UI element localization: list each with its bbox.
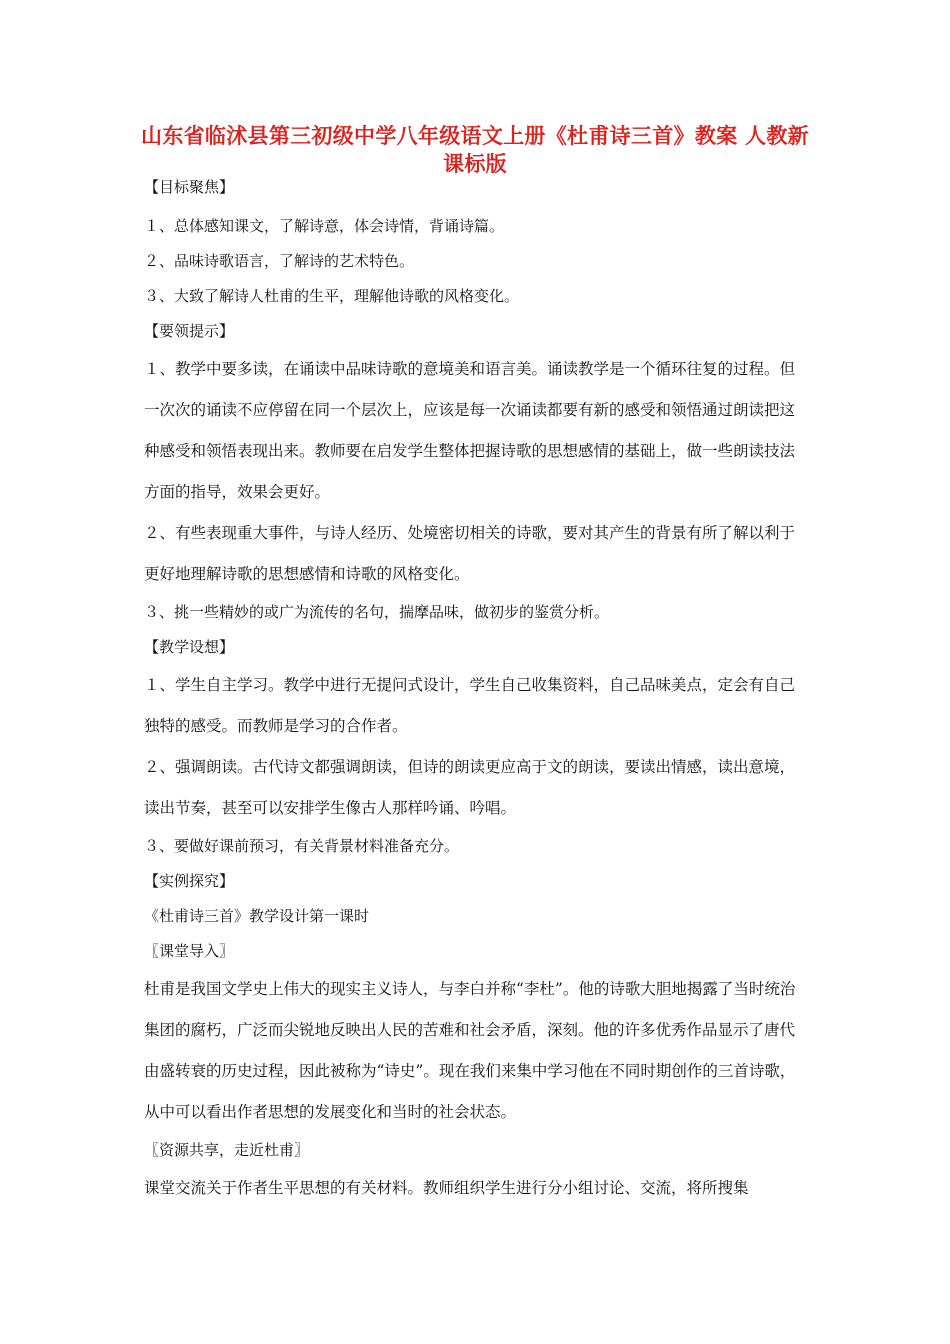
design-item: １、学生自主学习。教学中进行无提问式设计，学生自己收集资料，自己品味美点，定会有自己独特的感受。而教师是学习的合作者。	[144, 676, 796, 735]
design-item: ２、强调朗读。古代诗文都强调朗读，但诗的朗读更应高于文的朗读，要读出情感，读出意境，读出节奏，甚至可以安排学生像古人那样吟诵、吟唱。	[144, 758, 796, 817]
section-heading-tips: 【要领提示】	[144, 322, 235, 340]
resource-text: 课堂交流关于作者生平思想的有关材料。教师组织学生进行分小组讨论、交流，将所搜集	[144, 1179, 749, 1197]
intro-text: 杜甫是我国文学史上伟大的现实主义诗人，与李白并称“李杜”。他的诗歌大胆地揭露了当时统治集团的腐朽，广泛而尖锐地反映出人民的苦难和社会矛盾，深刻。他的许多优秀作品显示了唐代由盛转衰的历史过程，因此被称为“诗史”。现在我们来集中学习他在不同时期创作的三首诗歌，从中可以看出作者思想的发展变化和当时的社会状态。	[144, 980, 796, 1121]
tip-item: １、教学中要多读，在诵读中品味诗歌的意境美和语言美。诵读教学是一个循环往复的过程。但一次次的诵读不应停留在同一个层次上，应该是每一次诵读都要有新的感受和领悟通过朗读把这种感受和领悟表现出来。教师要在启发学生整体把握诗歌的思想感情的基础上，做一些朗读技法方面的指导，效果会更好。	[144, 360, 796, 501]
intro-heading: 〖课堂导入〗	[144, 942, 235, 960]
goal-item: １、总体感知课文，了解诗意，体会诗情，背诵诗篇。	[144, 217, 505, 235]
document-title: 山东省临沭县第三初级中学八年级语文上册《杜甫诗三首》教案 人教新课标版	[141, 124, 809, 176]
section-heading-design: 【教学设想】	[144, 638, 235, 656]
tip-item: ３、挑一些精妙的或广为流传的名句，揣摩品味，做初步的鉴赏分析。	[144, 603, 610, 621]
lesson-title: 《杜甫诗三首》教学设计第一课时	[144, 907, 370, 925]
goal-item: ２、品味诗歌语言，了解诗的艺术特色。	[144, 252, 415, 270]
goal-item: ３、大致了解诗人杜甫的生平，理解他诗歌的风格变化。	[144, 287, 520, 305]
section-heading-example: 【实例探究】	[144, 872, 235, 890]
design-item: ３、要做好课前预习，有关背景材料准备充分。	[144, 837, 460, 855]
section-heading-goals: 【目标聚焦】	[144, 178, 235, 196]
resource-heading: 〖资源共享，走近杜甫〗	[144, 1141, 310, 1159]
tip-item: ２、有些表现重大事件，与诗人经历、处境密切相关的诗歌，要对其产生的背景有所了解以利于更好地理解诗歌的思想感情和诗歌的风格变化。	[144, 524, 796, 583]
document-body	[144, 174, 810, 1209]
